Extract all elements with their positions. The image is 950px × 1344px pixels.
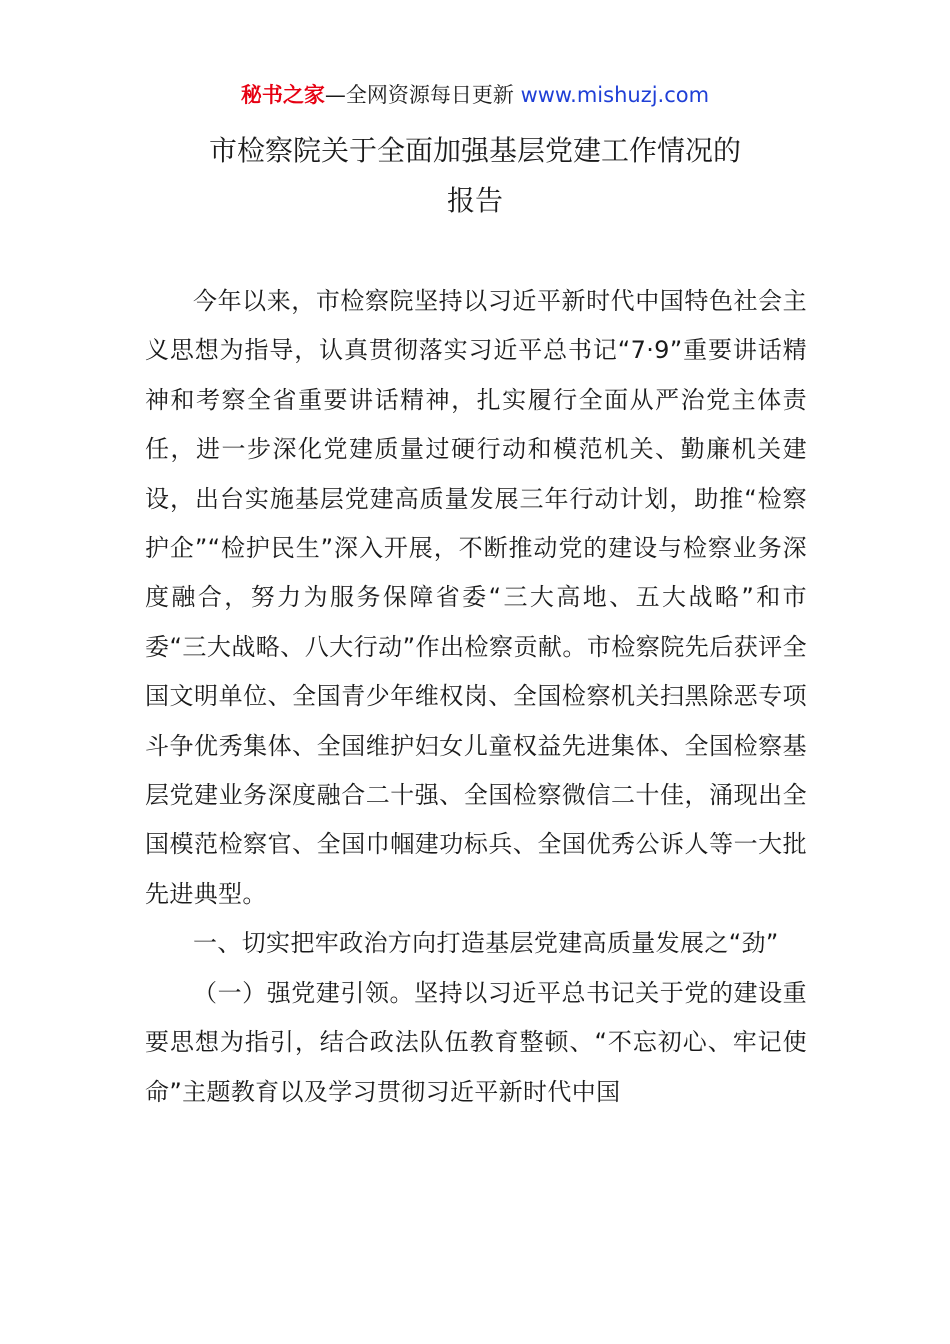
document-title	[145, 126, 805, 226]
subsection-paragraph-1: （一）强党建引领。坚持以习近平总书记关于党的建设重要思想为指引，结合政法队伍教育整顿、“不忘初心、牢记使命”主题教育以及学习贯彻习近平新时代中国	[145, 978, 807, 1106]
document-title-line-2: 报告	[446, 184, 503, 217]
section-heading-1: 一、切实把牢政治方向打造基层党建高质量发展之“劲”	[193, 929, 779, 958]
site-brand: 秘书之家	[240, 83, 325, 107]
document-title-line-1: 市检察院关于全面加强基层党建工作情况的	[208, 134, 741, 167]
site-url-link[interactable]: www.mishuzj.com	[520, 83, 710, 107]
site-tagline: —全网资源每日更新	[324, 83, 521, 107]
intro-paragraph: 今年以来，市检察院坚持以习近平新时代中国特色社会主义思想为指导，认真贯彻落实习近平总书记“7·9”重要讲话精神和考察全省重要讲话精神，扎实履行全面从严治党主体责任，进一步深化党建质量过硬行动和模范机关、勤廉机关建设，出台实施基层党建高质量发展三年行动计划，助推“检察护企”“检护民生”深入开展，不断推动党的建设与检察业务深度融合，努力为服务保障省委“三大高地、五大战略”和市委“三大战略、八大行动”作出检察贡献。市检察院先后获评全国文明单位、全国青少年维权岗、全国检察机关扫黑除恶专项斗争优秀集体、全国维护妇女儿童权益先进集体、全国检察基层党建业务深度融合二十强、全国检察微信二十佳，涌现出全国模范检察官、全国巾帼建功标兵、全国优秀公诉人等一大批先进典型。	[145, 287, 807, 908]
site-header	[0, 80, 950, 110]
document-body	[145, 277, 807, 1117]
